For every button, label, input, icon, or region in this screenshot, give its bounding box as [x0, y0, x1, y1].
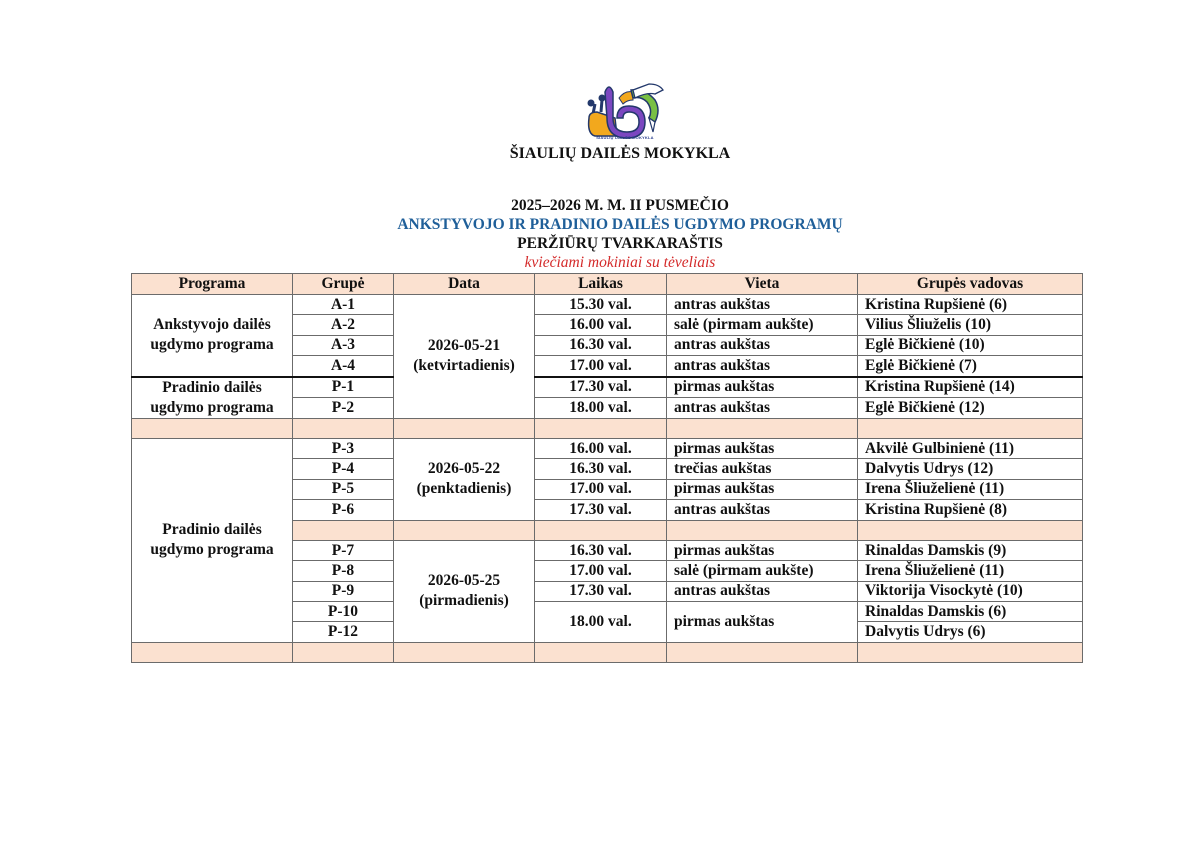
place-cell: pirmas aukštas: [667, 438, 858, 458]
separator-cell: [535, 642, 667, 662]
date-cell: [394, 295, 535, 419]
logo-caption: ŠIAULIŲ DAILĖS MOKYKLA: [596, 135, 654, 140]
time-cell: 15.30 val.: [535, 295, 667, 315]
separator-cell: [667, 418, 858, 438]
group-cell: P-8: [293, 561, 394, 581]
separator-row: [132, 642, 1083, 662]
place-cell: pirmas aukštas: [667, 377, 858, 398]
time-cell: 16.00 val.: [535, 438, 667, 458]
date-cell: [394, 438, 535, 520]
separator-cell: [535, 520, 667, 540]
column-header-vieta: Vieta: [667, 274, 858, 295]
teacher-cell: Akvilė Gulbinienė (11): [858, 438, 1083, 458]
program-cell: Ankstyvojo dailės ugdymo programa: [132, 295, 293, 377]
time-cell: 16.30 val.: [535, 540, 667, 560]
date-weekday: (ketvirtadienis): [413, 357, 515, 375]
heading-note: kviečiami mokiniai su tėveliais: [524, 254, 716, 271]
time-cell: 17.00 val.: [535, 479, 667, 499]
group-cell: P-12: [293, 622, 394, 642]
time-cell: 17.00 val.: [535, 356, 667, 377]
table-row: [132, 377, 1083, 398]
teacher-cell: Irena Šliuželienė (11): [858, 479, 1083, 499]
separator-cell: [293, 642, 394, 662]
teacher-cell: Kristina Rupšienė (6): [858, 295, 1083, 315]
column-header-data: Data: [394, 274, 535, 295]
column-header-grupe: Grupė: [293, 274, 394, 295]
teacher-cell: Rinaldas Damskis (9): [858, 540, 1083, 560]
snail-brush-pen-logo-icon: [583, 78, 667, 140]
teacher-cell: Eglė Bičkienė (7): [858, 356, 1083, 377]
separator-cell: [394, 642, 535, 662]
separator-cell: [394, 418, 535, 438]
school-name: ŠIAULIŲ DAILĖS MOKYKLA: [509, 145, 731, 162]
teacher-cell: Viktorija Visockytė (10): [858, 581, 1083, 601]
group-cell: A-4: [293, 356, 394, 377]
separator-cell: [132, 418, 293, 438]
place-cell: pirmas aukštas: [667, 479, 858, 499]
teacher-cell: Eglė Bičkienė (10): [858, 335, 1083, 355]
separator-cell: [858, 642, 1083, 662]
place-cell: antras aukštas: [667, 500, 858, 520]
date-weekday: (pirmadienis): [419, 592, 509, 610]
time-cell: 16.30 val.: [535, 335, 667, 355]
time-cell: 17.30 val.: [535, 581, 667, 601]
teacher-cell: Vilius Šliuželis (10): [858, 315, 1083, 335]
group-cell: P-6: [293, 500, 394, 520]
teacher-cell: Rinaldas Damskis (6): [858, 602, 1083, 622]
date-value: 2026-05-22: [427, 460, 501, 478]
place-cell: antras aukštas: [667, 335, 858, 355]
date-weekday: (penktadienis): [416, 480, 512, 498]
separator-cell: [535, 418, 667, 438]
column-header-laikas: Laikas: [535, 274, 667, 295]
place-cell: pirmas aukštas: [667, 540, 858, 560]
table-row: [132, 295, 1083, 315]
school-logo: [583, 78, 667, 140]
group-cell: A-1: [293, 295, 394, 315]
time-cell: 17.30 val.: [535, 377, 667, 398]
teacher-cell: Kristina Rupšienė (14): [858, 377, 1083, 398]
group-cell: P-7: [293, 540, 394, 560]
heading-semester: 2025–2026 M. M. II PUSMEČIO: [511, 197, 729, 214]
place-cell: salė (pirmam aukšte): [667, 315, 858, 335]
table-header-row: [132, 274, 1083, 295]
column-header-programa: Programa: [132, 274, 293, 295]
time-cell: 16.00 val.: [535, 315, 667, 335]
place-cell: antras aukštas: [667, 398, 858, 419]
group-cell: P-3: [293, 438, 394, 458]
separator-cell: [132, 642, 293, 662]
time-cell: 16.30 val.: [535, 459, 667, 479]
teacher-cell: Dalvytis Udrys (12): [858, 459, 1083, 479]
separator-cell: [858, 520, 1083, 540]
separator-cell: [667, 642, 858, 662]
time-cell: 17.30 val.: [535, 500, 667, 520]
group-cell: P-2: [293, 398, 394, 419]
place-cell: pirmas aukštas: [667, 602, 858, 643]
place-cell: antras aukštas: [667, 295, 858, 315]
heading-programs: ANKSTYVOJO IR PRADINIO DAILĖS UGDYMO PROGRAMŲ: [397, 216, 843, 233]
teacher-cell: Kristina Rupšienė (8): [858, 500, 1083, 520]
separator-cell: [293, 520, 394, 540]
separator-cell: [394, 520, 535, 540]
place-cell: antras aukštas: [667, 581, 858, 601]
heading-schedule: PERŽIŪRŲ TVARKARAŠTIS: [517, 235, 723, 252]
program-cell: Pradinio dailės ugdymo programa: [132, 377, 293, 419]
group-cell: A-3: [293, 335, 394, 355]
date-cell: [394, 540, 535, 642]
time-cell: 18.00 val.: [535, 602, 667, 643]
program-cell: Pradinio dailės ugdymo programa: [132, 438, 293, 642]
group-cell: P-9: [293, 581, 394, 601]
place-cell: trečias aukštas: [667, 459, 858, 479]
date-value: 2026-05-21: [427, 337, 501, 355]
table-row: [132, 438, 1083, 458]
teacher-cell: Eglė Bičkienė (12): [858, 398, 1083, 419]
time-cell: 17.00 val.: [535, 561, 667, 581]
group-cell: P-5: [293, 479, 394, 499]
separator-row: [132, 418, 1083, 438]
teacher-cell: Dalvytis Udrys (6): [858, 622, 1083, 642]
time-cell: 18.00 val.: [535, 398, 667, 419]
schedule-table: [131, 273, 1083, 663]
teacher-cell: Irena Šliuželienė (11): [858, 561, 1083, 581]
group-cell: P-4: [293, 459, 394, 479]
separator-cell: [667, 520, 858, 540]
group-cell: P-10: [293, 602, 394, 622]
column-header-vadovas: Grupės vadovas: [858, 274, 1083, 295]
group-cell: P-1: [293, 377, 394, 398]
place-cell: salė (pirmam aukšte): [667, 561, 858, 581]
separator-cell: [293, 418, 394, 438]
separator-cell: [858, 418, 1083, 438]
date-value: 2026-05-25: [427, 572, 501, 590]
place-cell: antras aukštas: [667, 356, 858, 377]
group-cell: A-2: [293, 315, 394, 335]
